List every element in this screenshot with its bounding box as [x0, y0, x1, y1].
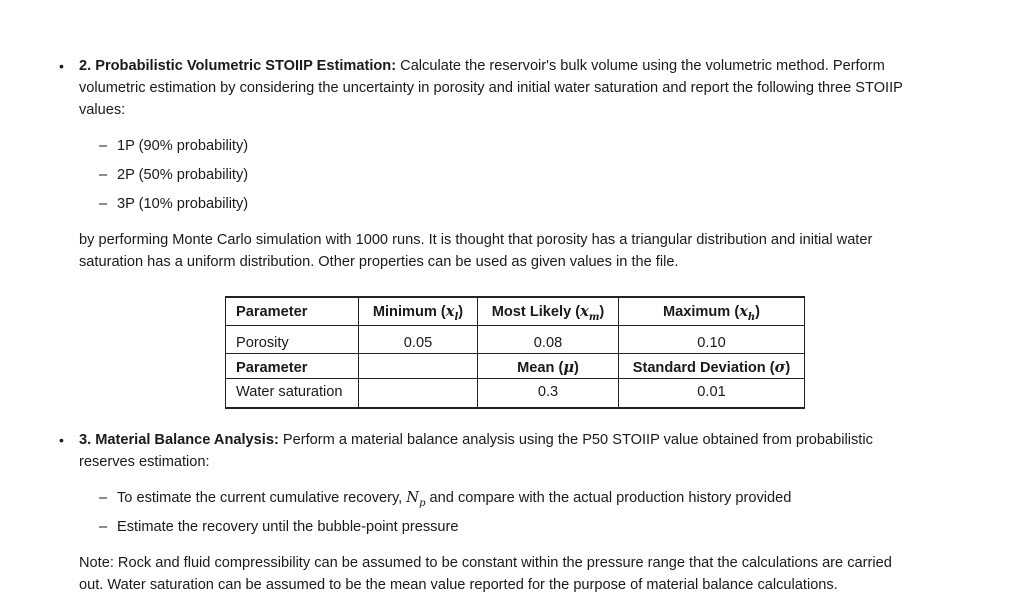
header-mean-symbol: μ	[563, 359, 575, 376]
list-item-3p	[99, 193, 248, 215]
list-item-cumulative-recovery	[99, 487, 791, 515]
header-mean-label: Mean (	[517, 360, 564, 376]
header-most-likely-subscript: m	[588, 311, 600, 323]
section-2	[59, 55, 959, 121]
note-line1: Note: Rock and fluid compressibility can be assumed to be constant within the pressure range that the calculations are carried	[79, 555, 892, 571]
header2-parameter: Parameter	[236, 360, 308, 376]
cell-water-saturation-parameter: Water saturation	[236, 384, 343, 400]
section-2-heading: 2. Probabilistic Volumetric STOIIP Estimation:	[79, 58, 397, 74]
header-parameter: Parameter	[236, 304, 308, 320]
monte-carlo-line2: saturation has a uniform distribution. Other properties can be used as given values in the file.	[79, 254, 679, 270]
section-3-text-line2: reserves estimation:	[79, 454, 210, 470]
list-dash: –	[99, 167, 108, 183]
section-3-bullet: •	[59, 432, 64, 448]
table-top-rule	[225, 296, 805, 298]
list-dash: –	[99, 138, 108, 154]
section-2-text-line3: values:	[79, 102, 126, 118]
cell-water-saturation-std: 0.01	[697, 384, 726, 400]
list-item-bubble-point	[99, 516, 459, 538]
section-3-text-line1: Perform a material balance analysis using the P50 STOIIP value obtained from probabilistic	[282, 432, 873, 448]
cell-water-saturation-empty	[359, 381, 477, 403]
list-dash: –	[99, 519, 108, 535]
section-2-text-line2: volumetric estimation by considering the uncertainty in porosity and initial water saturation and report the following three STOIIP	[79, 80, 903, 96]
table-vrule	[804, 298, 805, 407]
header-minimum-label: Minimum (	[372, 304, 446, 320]
list-item-label: 3P (10% probability)	[117, 196, 249, 212]
cell-water-saturation-mean: 0.3	[537, 384, 559, 400]
list-item-text-after: and compare with the actual production history provided	[425, 490, 792, 506]
header-std-dev-symbol: σ	[774, 359, 786, 376]
list-dash: –	[99, 196, 108, 212]
header-maximum	[619, 301, 804, 323]
monte-carlo-paragraph	[79, 229, 959, 273]
table-bottom-rule	[225, 407, 805, 409]
cell-porosity-minimum: 0.05	[403, 335, 433, 351]
section-2-text-line1: Calculate the reservoir's bulk volume using the volumetric method. Perform	[400, 58, 885, 74]
header-most-likely-symbol: x	[580, 303, 589, 320]
list-item-label: 1P (90% probability)	[117, 138, 249, 154]
list-item-label: Estimate the recovery until the bubble-point pressure	[117, 519, 459, 535]
table-header-rule	[225, 325, 805, 326]
np-symbol: N	[406, 489, 420, 506]
header-most-likely-close: )	[599, 304, 605, 320]
header-mean-close: )	[574, 360, 579, 376]
header-mean	[478, 357, 618, 379]
cell-porosity-most-likely: 0.08	[533, 335, 563, 351]
section-3	[59, 429, 959, 473]
header-std-dev-label: Standard Deviation (	[632, 360, 775, 376]
header-std-dev-close: )	[785, 360, 791, 376]
cell-porosity-parameter: Porosity	[236, 335, 289, 351]
header-maximum-subscript: h	[747, 311, 756, 323]
header-minimum-close: )	[458, 304, 464, 320]
np-subscript: p	[419, 497, 426, 509]
parameter-table	[225, 296, 805, 410]
section-3-heading: 3. Material Balance Analysis:	[79, 432, 279, 448]
section-2-paragraph	[79, 55, 959, 121]
cell-porosity-maximum: 0.10	[697, 335, 726, 351]
monte-carlo-line1: by performing Monte Carlo simulation with 1000 runs. It is thought that porosity has a triangular distribution and initial water	[79, 232, 873, 248]
header-most-likely	[478, 301, 618, 323]
list-item-text-before: To estimate the current cumulative recovery,	[117, 490, 407, 506]
list-item-label: 2P (50% probability)	[117, 167, 249, 183]
header-most-likely-label: Most Likely (	[491, 304, 581, 320]
header-std-dev	[619, 357, 804, 379]
note-line2: out. Water saturation can be assumed to be the mean value reported for the purpose of material balance calculations.	[79, 577, 838, 593]
note-paragraph	[79, 552, 959, 596]
header-minimum-symbol: x	[445, 303, 455, 320]
header-maximum-close: )	[755, 304, 761, 320]
list-item-1p	[99, 135, 248, 157]
header-minimum	[359, 301, 477, 323]
header-maximum-symbol: x	[739, 303, 748, 320]
table-vrule	[225, 298, 226, 407]
list-item-2p	[99, 164, 248, 186]
section-2-bullet: •	[59, 58, 64, 74]
header-maximum-label: Maximum (	[662, 304, 740, 320]
section-3-paragraph	[79, 429, 959, 473]
list-dash: –	[99, 490, 108, 506]
header-minimum-subscript: l	[454, 311, 459, 323]
